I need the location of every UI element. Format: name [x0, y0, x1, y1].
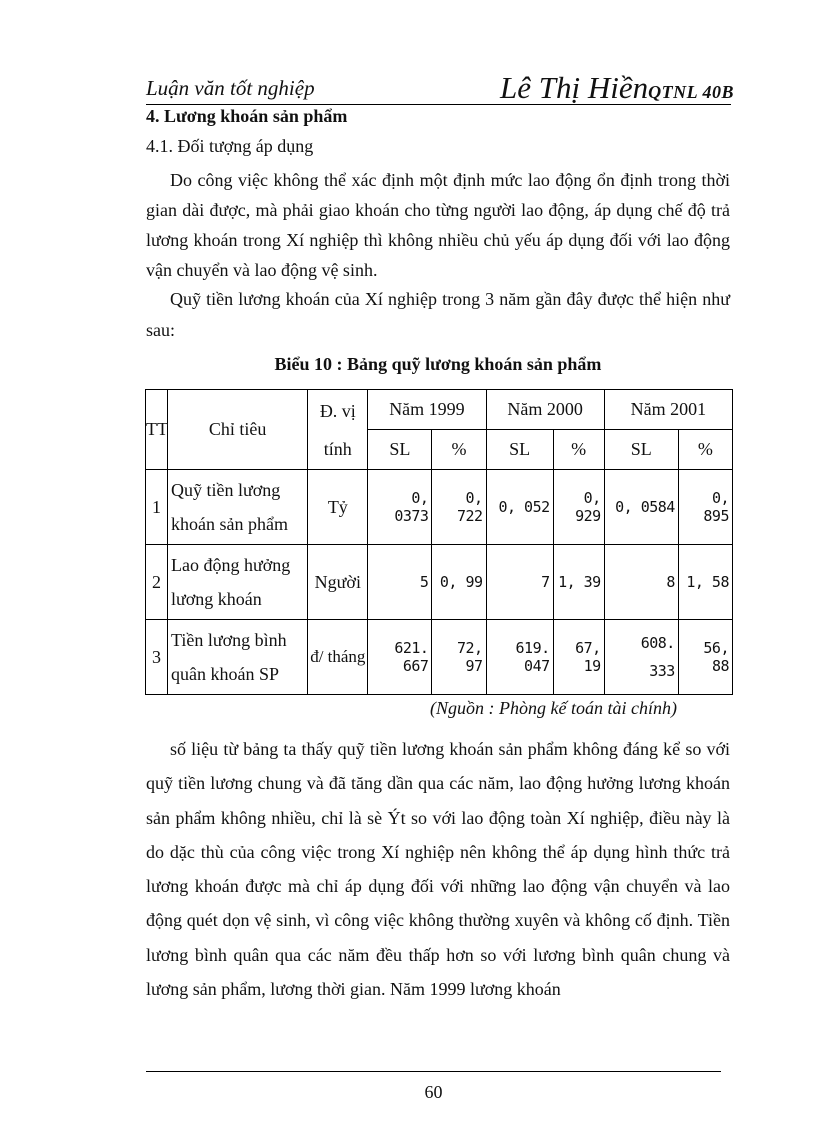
- cell-2001-pct: 0, 895: [678, 470, 732, 545]
- section-title: 4. Lương khoán sản phẩm: [146, 106, 348, 126]
- cell-2001-sl: 0, 0584: [604, 470, 678, 545]
- cell-2000-pct: 1, 39: [553, 545, 604, 620]
- page-number: 60: [424, 1082, 443, 1102]
- cell-2001-pct: 56, 88: [678, 620, 732, 695]
- subsection-title: 4.1. Đối tượng áp dụng: [146, 136, 314, 156]
- row-number: 1: [146, 470, 168, 545]
- table-header-row: [146, 390, 733, 430]
- cell-2001-sl: 8: [604, 545, 678, 620]
- header-thesis-label: Luận văn tốt nghiệp: [146, 76, 315, 100]
- header-author: [500, 70, 734, 106]
- row-indicator: Quỹ tiền lương khoán sản phẩm: [168, 470, 308, 545]
- cell-1999-sl: 5: [368, 545, 432, 620]
- cell-1999-pct: 0, 722: [432, 470, 486, 545]
- header-year-2001: Năm 2001: [604, 390, 732, 430]
- row-unit: Tỷ: [308, 470, 368, 545]
- header-year-1999: Năm 1999: [368, 390, 486, 430]
- cell-1999-pct: 0, 99: [432, 545, 486, 620]
- table-row: [146, 620, 733, 695]
- table-source: (Nguồn : Phòng kế toán tài chính): [430, 698, 677, 718]
- header-tt: TT: [146, 390, 168, 470]
- header-rule: [146, 104, 731, 105]
- cell-2001-sl: 608. 333: [604, 620, 678, 695]
- paragraph-1: Do công việc không thể xác định một định mức lao động ổn định trong thời gian dài được, mà phải giao khoán cho từng người lao động, áp dụng chế độ trả lương khoán trong Xí nghiệp thì không nhiều chủ yếu áp dụng đối với lao động vận chuyển và lao động vệ sinh.: [146, 170, 730, 280]
- row-unit: đ/ tháng: [308, 620, 368, 695]
- row-number: 2: [146, 545, 168, 620]
- paragraph-2: Quỹ tiền lương khoán của Xí nghiệp trong 3 năm gần đây được thể hiện như sau:: [146, 289, 730, 340]
- header-author-name: Lê Thị Hiền: [500, 70, 649, 105]
- cell-1999-sl: 0, 0373: [368, 470, 432, 545]
- cell-2001-pct: 1, 58: [678, 545, 732, 620]
- cell-2000-sl: 0, 052: [486, 470, 553, 545]
- header-pct: %: [678, 430, 732, 470]
- table-row: [146, 545, 733, 620]
- row-indicator: Lao động hưởng lương khoán: [168, 545, 308, 620]
- cell-1999-pct: 72, 97: [432, 620, 486, 695]
- header-pct: %: [432, 430, 486, 470]
- header-sl: SL: [604, 430, 678, 470]
- header-pct: %: [553, 430, 604, 470]
- header-class-code: QTNL 40B: [648, 82, 734, 102]
- cell-1999-sl: 621. 667: [368, 620, 432, 695]
- header-unit: Đ. vị tính: [308, 390, 368, 470]
- header-year-2000: Năm 2000: [486, 390, 604, 430]
- paragraph-3: số liệu từ bảng ta thấy quỹ tiền lương khoán sản phẩm không đáng kể so với quỹ tiền lương chung và đã tăng dần qua các năm, lao động hưởng lương khoán sản phẩm không nhiều, chỉ là sè Ýt so với lao động toàn Xí nghiệp, điều này là do dặc thù của công việc trong Xí nghiệp nên không thể áp dụng hình thức trả lương khoán được mà chỉ áp dụng đối với những lao động vận chuyển và lao động quét dọn vệ sinh, vì công việc không thường xuyên và không cố định. Tiền lương bình quân qua các năm đều thấp hơn so với lương bình quân chung và lương sản phẩm, lương thời gian. Năm 1999 lương khoán: [146, 739, 730, 1000]
- header-indicator: Chỉ tiêu: [168, 390, 308, 470]
- header-sl: SL: [486, 430, 553, 470]
- row-indicator: Tiền lương bình quân khoán SP: [168, 620, 308, 695]
- row-number: 3: [146, 620, 168, 695]
- header-sl: SL: [368, 430, 432, 470]
- row-unit: Người: [308, 545, 368, 620]
- table-row: [146, 470, 733, 545]
- cell-2000-pct: 67, 19: [553, 620, 604, 695]
- table-title: Biểu 10 : Bảng quỹ lương khoán sản phẩm: [274, 354, 602, 374]
- cell-2000-sl: 7: [486, 545, 553, 620]
- salary-fund-table: [145, 389, 733, 695]
- cell-2000-pct: 0, 929: [553, 470, 604, 545]
- footer-rule: [146, 1071, 721, 1072]
- cell-2000-sl: 619. 047: [486, 620, 553, 695]
